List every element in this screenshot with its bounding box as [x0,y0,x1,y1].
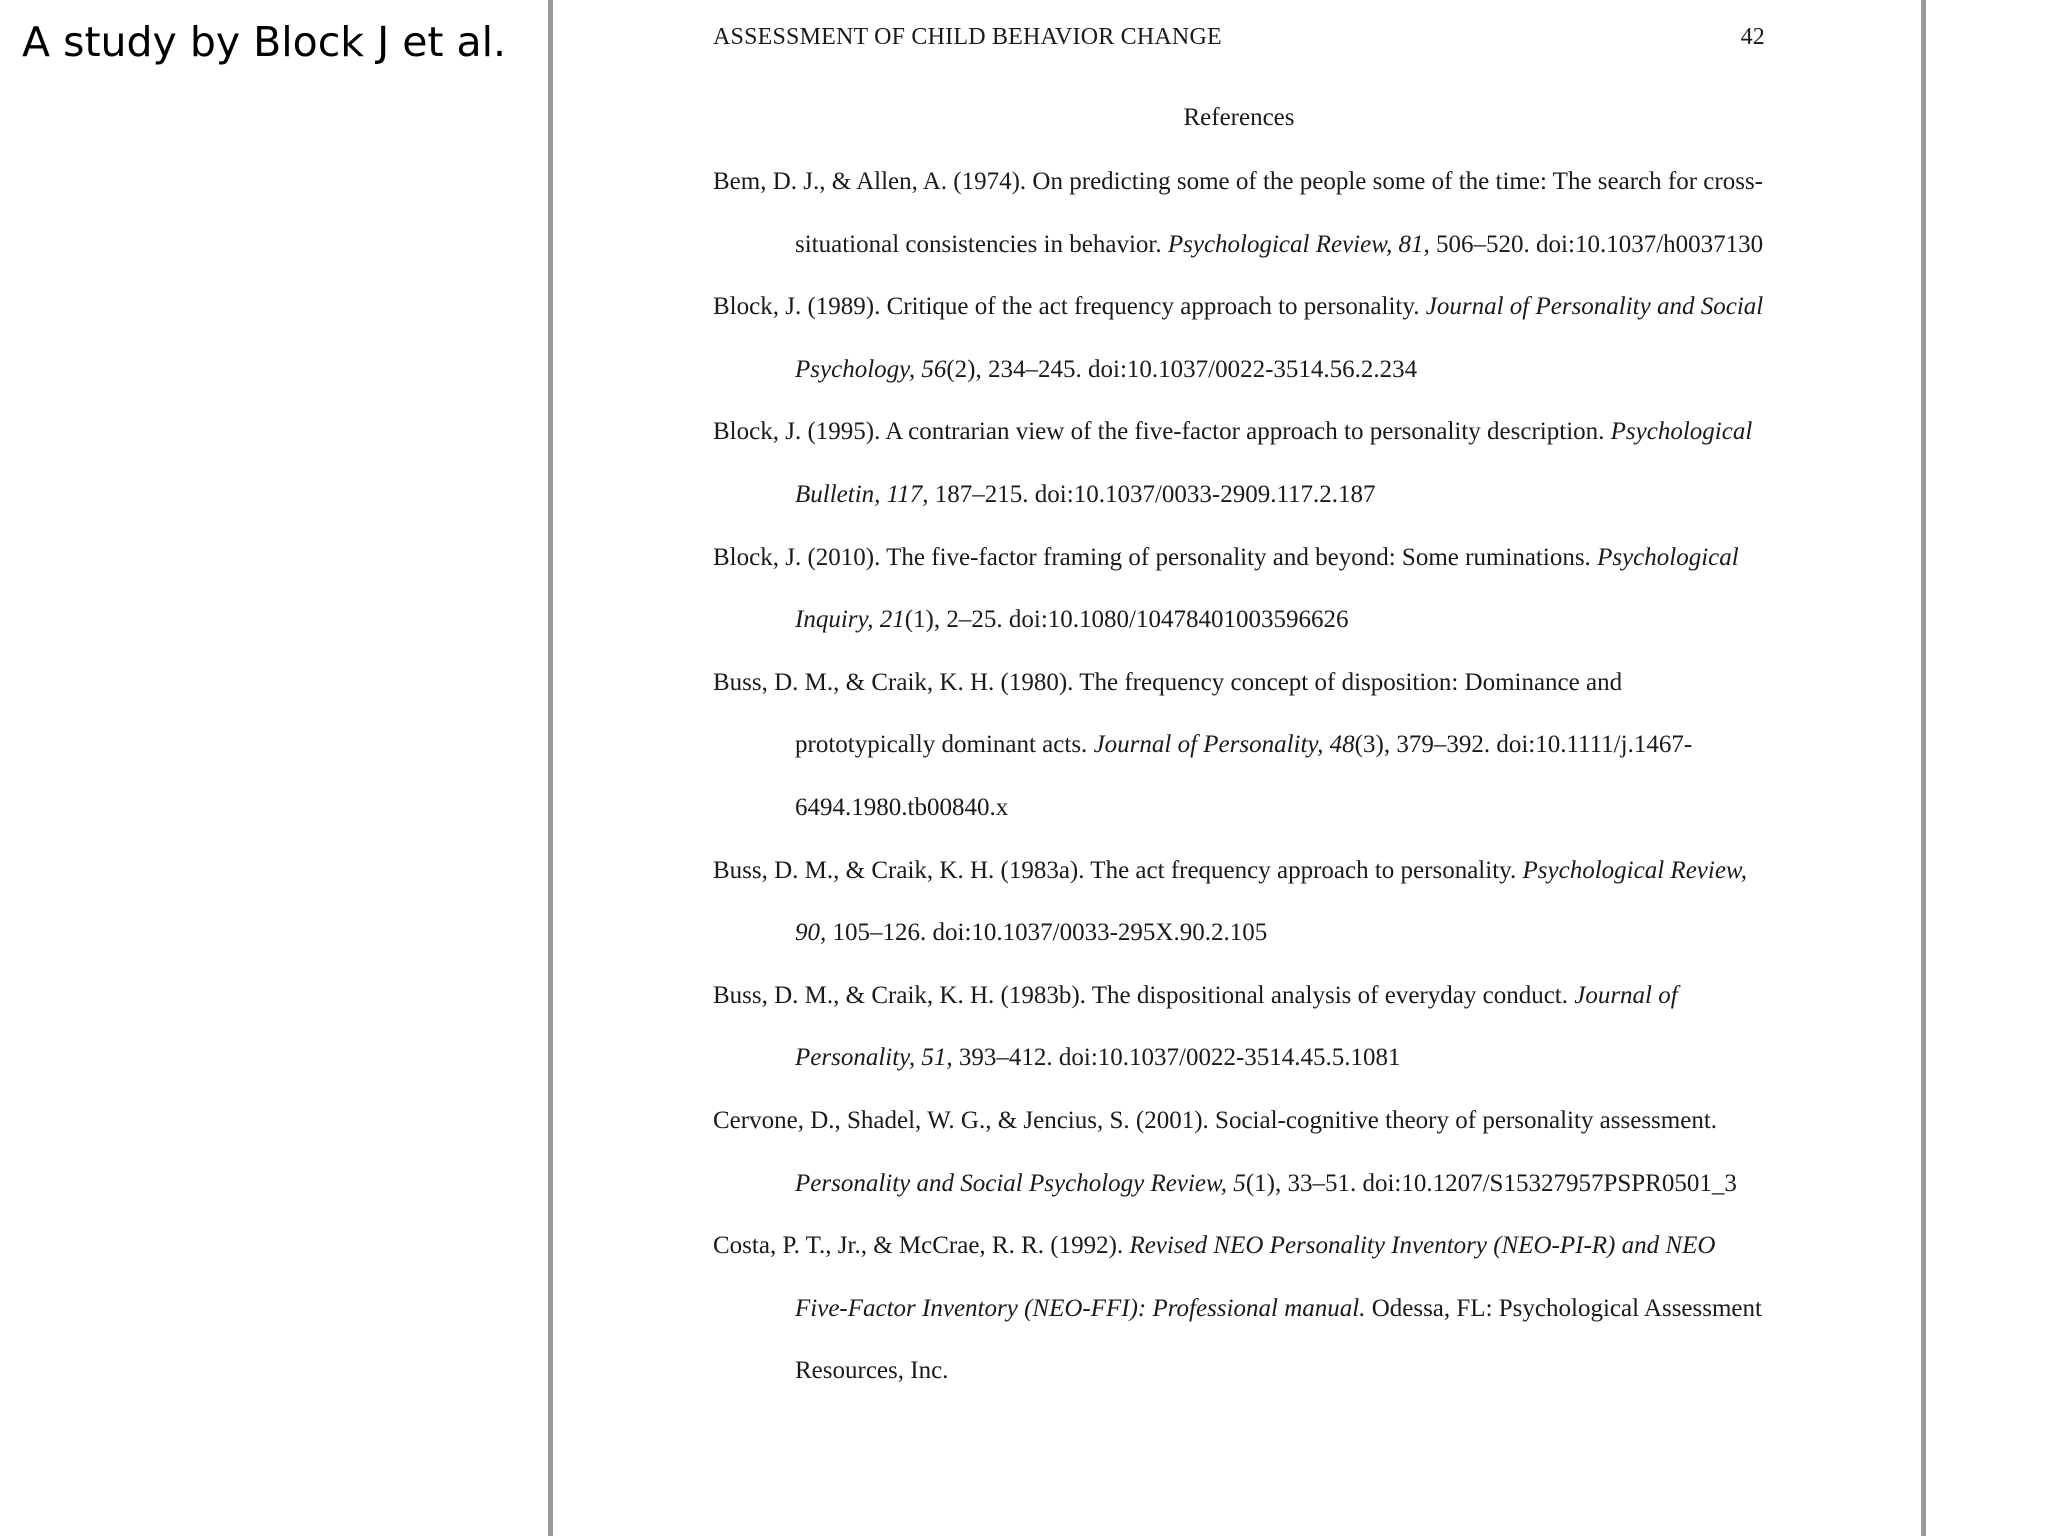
reference-entry: Buss, D. M., & Craik, K. H. (1983b). The dispositional analysis of everyday conduct. Journal of Personality, 51, 393–412. doi:10.1037/0022-3514.45.5.1081 [713,981,1678,1072]
running-head [713,24,1765,51]
reference-entry: Buss, D. M., & Craik, K. H. (1983a). The act frequency approach to personality. Psychological Review, 90, 105–126. doi:10.1037/0033-295X.90.2.105 [713,856,1747,947]
reference-entry: Block, J. (2010). The five-factor framing of personality and beyond: Some ruminations. Psychological Inquiry, 21(1), 2–25. doi:10.1080/10478401003596626 [713,543,1739,634]
reference-entry: Block, J. (1995). A contrarian view of the five-factor approach to personality description. Psychological Bulletin, 117, 187–215. doi:10.1037/0033-2909.117.2.187 [713,418,1753,508]
reference-entry: Bem, D. J., & Allen, A. (1974). On predicting some of the people some of the time: The search for cross-situational consistencies in behavior. Psychological Review, 81, 506–520. doi:10.1037/h0037130 [713,168,1764,258]
reference-list [713,151,1765,1403]
running-head-title: ASSESSMENT OF CHILD BEHAVIOR CHANGE [713,24,1222,50]
reference-entry: Cervone, D., Shadel, W. G., & Jencius, S. (2001). Social-cognitive theory of personality assessment. Personality and Social Psychology Review, 5(1), 33–51. doi:10.1207/S15327957PSPR0501_3 [713,1106,1737,1197]
reference-entry: Buss, D. M., & Craik, K. H. (1980). The frequency concept of disposition: Dominance and prototypically dominant acts. Journal of Personality, 48(3), 379–392. doi:10.1111/j.1467-6494.1980.tb00840.x [713,668,1693,821]
document-page [548,0,1926,1536]
page-number: 42 [1740,24,1765,50]
reference-entry: Block, J. (1989). Critique of the act frequency approach to personality. Journal of Personality and Social Psychology, 56(2), 234–245. doi:10.1037/0022-3514.56.2.234 [713,293,1764,383]
references-heading: References [1183,104,1295,131]
reference-entry: Costa, P. T., Jr., & McCrae, R. R. (1992). Revised NEO Personality Inventory (NEO-PI-R) and NEO Five-Factor Inventory (NEO-FFI): Professional manual. Odessa, FL: Psychological Assessment Resources, Inc. [713,1232,1762,1385]
slide-caption: A study by Block J et al. [22,18,507,66]
